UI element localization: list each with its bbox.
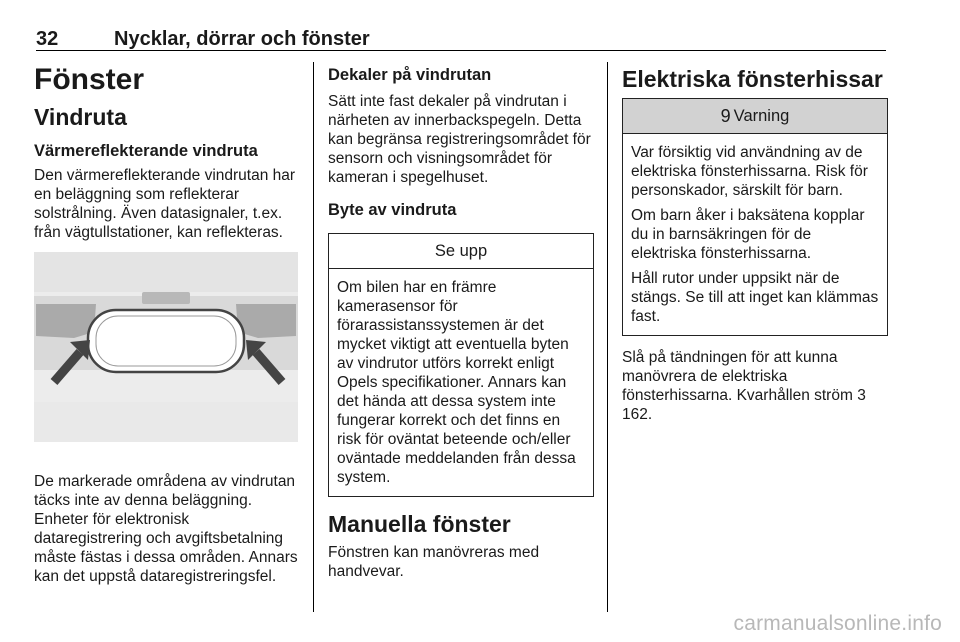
column-divider-2 [607, 62, 608, 612]
caution-text: Om bilen har en främre kamerasensor för förarassistanssystemen är det mycket viktigt att eventuella byten av vindrutor utförs korrekt enligt Opels specifikationer. Annars kan det hända att dessa system inte fungerar korrekt och det finns en risk för oväntat beteende och/eller oväntade meddelanden från dessa system. [337, 279, 576, 486]
warning-paragraph-2: Om barn åker i baksätena kopplar du in barnsäkringen för de elektriska fönsterhissarna. [631, 207, 865, 262]
right-marked-area [236, 304, 296, 338]
chapter-title: Nycklar, dörrar och fönster [114, 28, 370, 50]
windshield-illustration [34, 252, 298, 442]
section-title: Fönster [34, 63, 145, 96]
manual-windows-text: Fönstren kan manövreras med handvevar. [328, 544, 540, 580]
watermark-logo: carmanualsonline.info [733, 612, 942, 635]
topic-title: Värmereflekterande vindruta [34, 142, 258, 160]
page-reference-icon: 3 [857, 387, 866, 404]
page-reference: 162. [622, 406, 653, 423]
ignition-text: Slå på tändningen för att kunna manövrera de elektriska fönsterhissarna. Kvarhållen ström [622, 349, 853, 404]
caution-header: Se upp [329, 234, 593, 269]
ignition-paragraph [622, 348, 888, 424]
decals-paragraph: Sätt inte fast dekaler på vindrutan i närheten av innerbackspegeln. Detta kan begränsa registreringsområdet för sensorn och visningsområdet för kameran i spegelhuset. [328, 93, 591, 186]
figure-explanation: De markerade områdena av vindrutan täcks inte av denna beläggning. Enheter för elektronisk dataregistrering och avgiftsbetalning måste fästas i dessa områden. Annars kan det uppstå dataregistreringsfel. [34, 473, 298, 585]
rearview-mirror [88, 310, 244, 372]
warning-box [622, 98, 888, 336]
manual-windows-title: Manuella fönster [328, 511, 511, 537]
page-header [36, 28, 886, 51]
page-number: 32 [36, 28, 59, 50]
left-marked-area [36, 304, 96, 338]
warning-header [623, 99, 887, 134]
warning-triangle-icon: 9 [720, 105, 731, 126]
windshield-figure [34, 252, 298, 442]
column-1 [34, 62, 300, 586]
replace-title: Byte av vindruta [328, 201, 457, 219]
warning-paragraph-3: Håll rutor under uppsikt när de stängs. Se till att inget kan klämmas fast. [631, 270, 879, 325]
caution-box [328, 233, 594, 497]
warning-title: Varning [733, 106, 790, 125]
column-3 [622, 62, 888, 424]
subsection-title: Vindruta [34, 104, 127, 130]
column-2 [328, 62, 594, 581]
column-divider-1 [313, 62, 314, 612]
electric-windows-title: Elektriska fönsterhissar [622, 66, 883, 92]
warning-paragraph-1: Var försiktig vid användning av de elektriska fönsterhissarna. Risk för personskador, särskilt för barn. [631, 144, 868, 199]
intro-paragraph: Den värmereflekterande vindrutan har en beläggning som reflekterar solstrålning. Även datasignaler, t.ex. från vägtullstationer, kan reflekteras. [34, 167, 296, 241]
decals-title: Dekaler på vindrutan [328, 66, 492, 84]
